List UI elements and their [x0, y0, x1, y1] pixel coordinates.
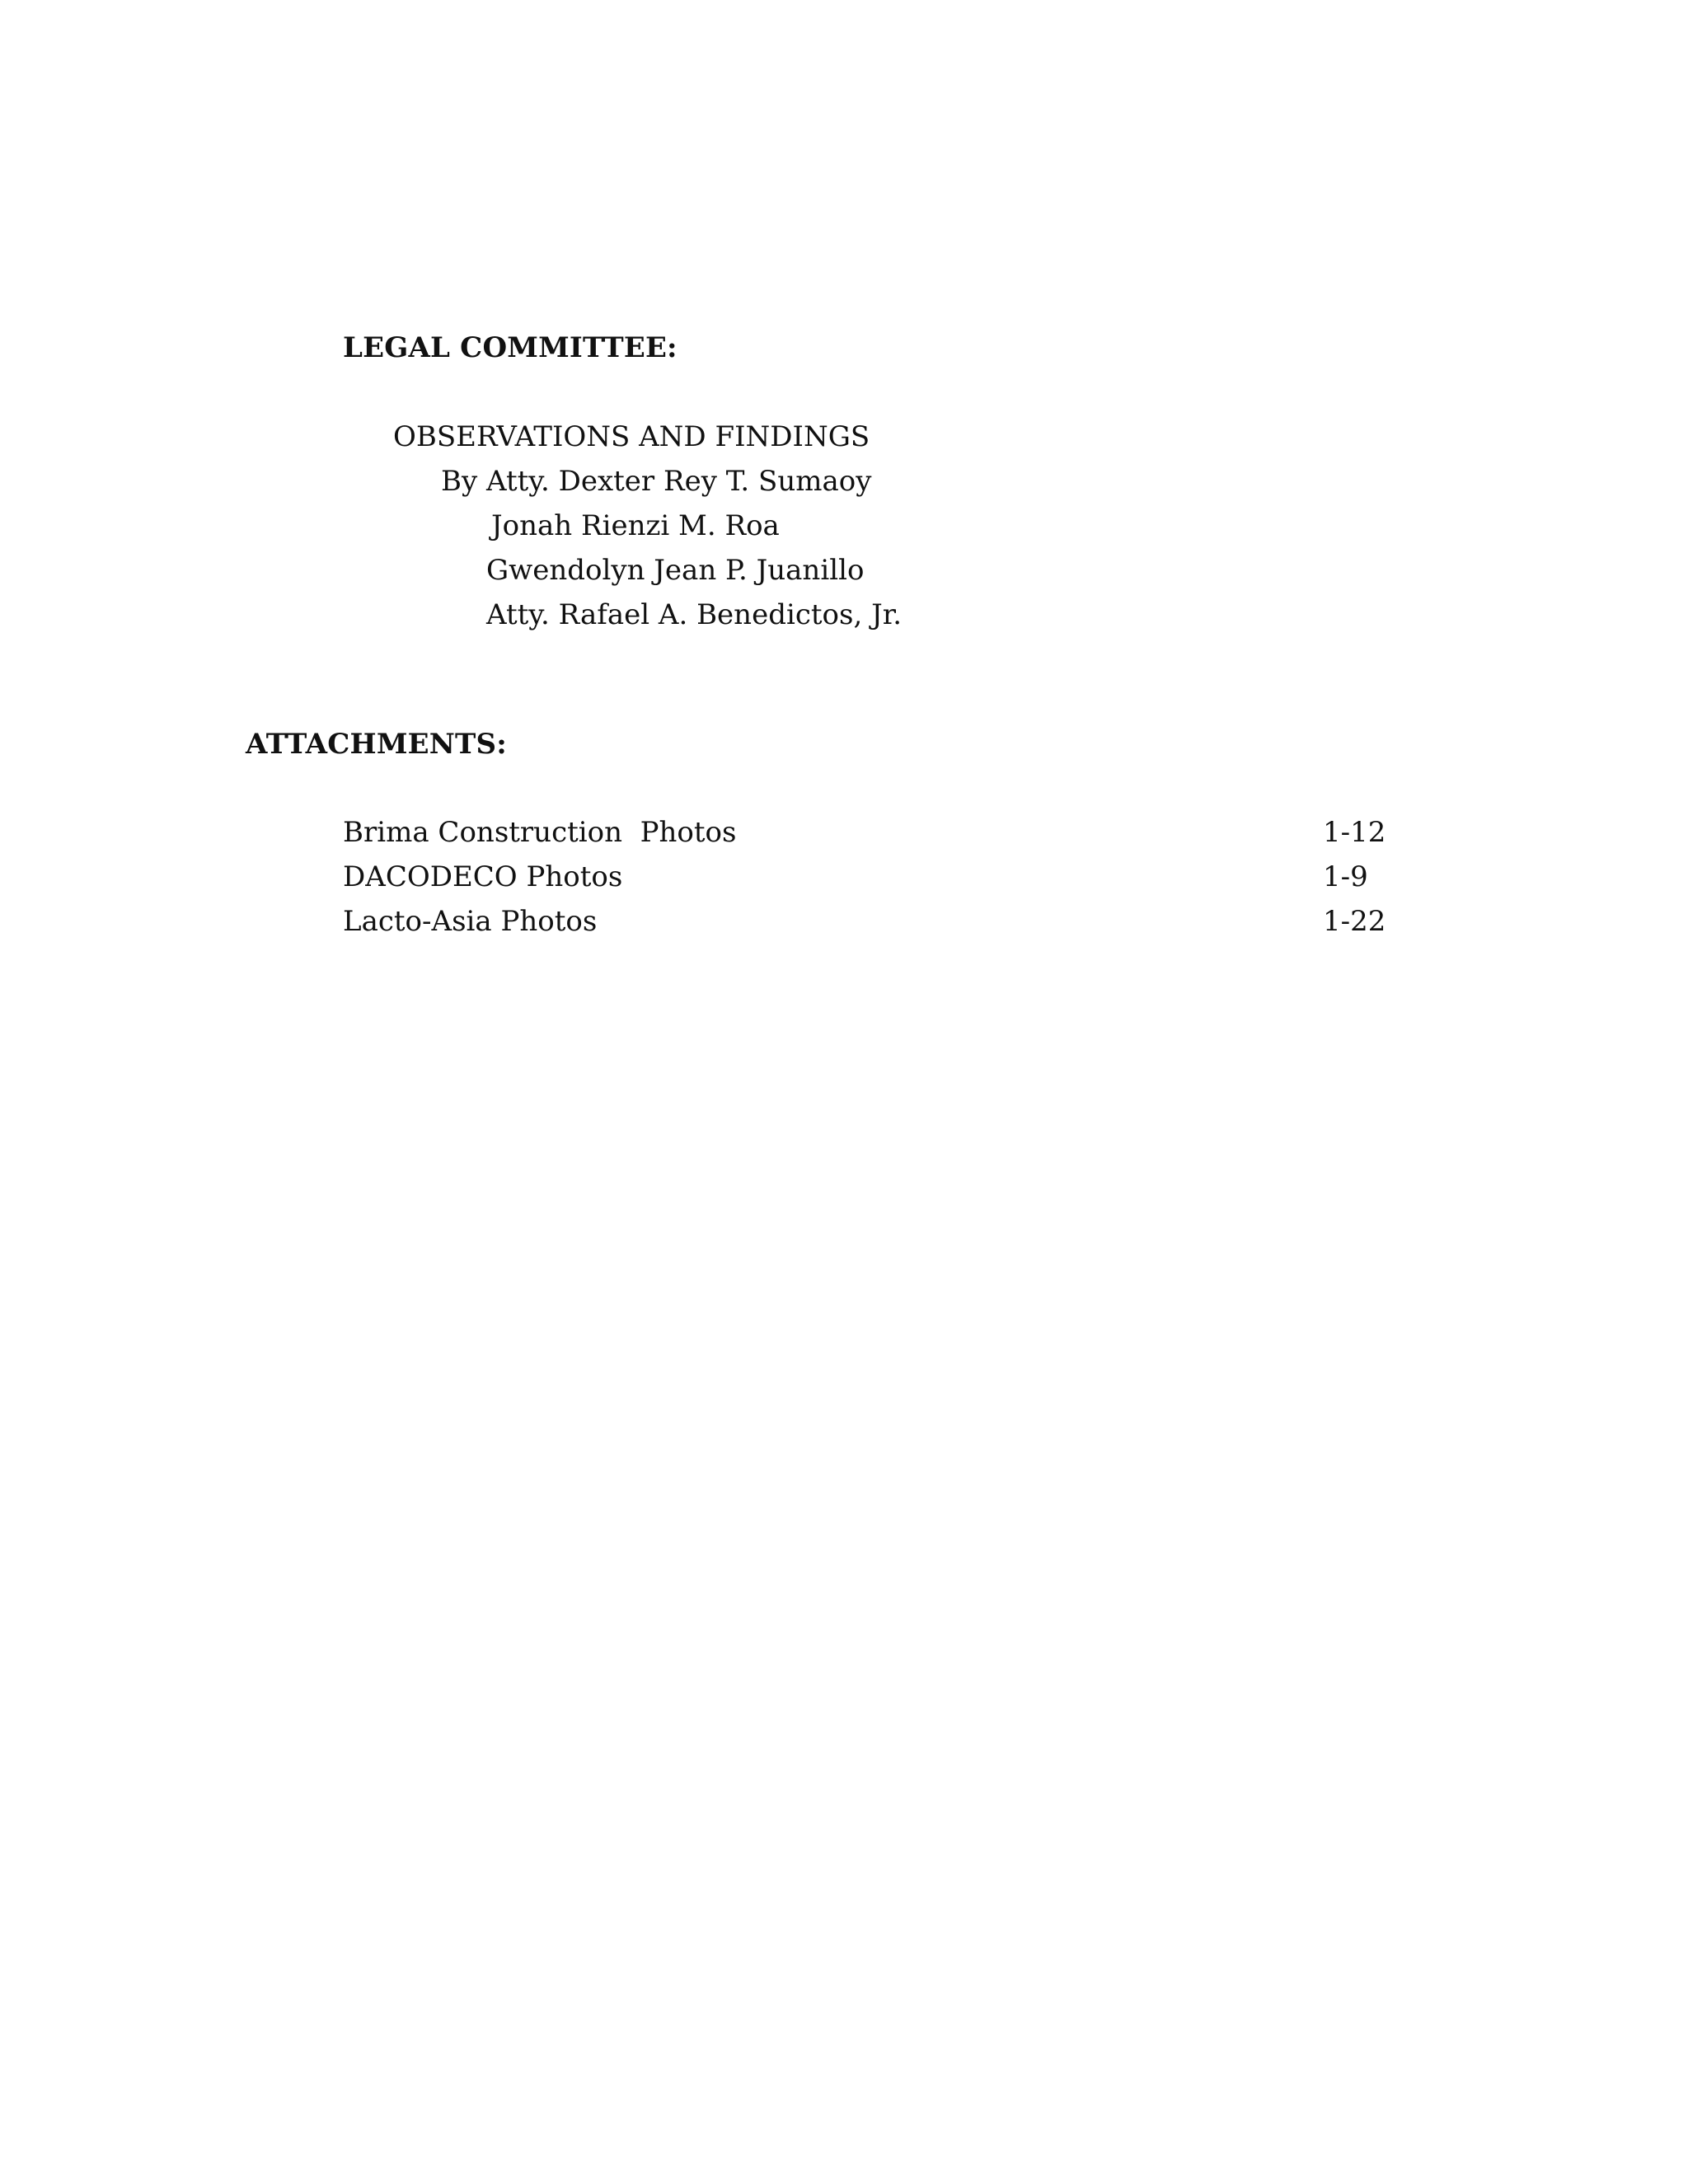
attachment-name: DACODECO Photos: [343, 860, 623, 893]
signatory-name: Atty. Rafael A. Benedictos, Jr.: [486, 598, 903, 631]
signatory-name: By Atty. Dexter Rey T. Sumaoy: [441, 465, 872, 498]
attachment-row: [343, 905, 1414, 949]
attachment-name: Brima Construction Photos: [343, 816, 737, 849]
signatory-name: Jonah Rienzi M. Roa: [491, 509, 780, 542]
attachments-heading: ATTACHMENTS:: [246, 728, 508, 761]
attachment-row: [343, 816, 1414, 860]
legal-committee-heading: LEGAL COMMITTEE:: [343, 331, 678, 364]
attachment-page-range: 1-12: [1323, 816, 1386, 849]
attachment-page-range: 1-9: [1323, 860, 1368, 893]
attachment-row: [343, 860, 1414, 905]
observations-title: OBSERVATIONS AND FINDINGS: [393, 420, 870, 453]
signatory-name: Gwendolyn Jean P. Juanillo: [486, 554, 865, 587]
attachment-name: Lacto-Asia Photos: [343, 905, 598, 938]
attachments-list: [343, 816, 1414, 949]
attachment-page-range: 1-22: [1323, 905, 1386, 938]
